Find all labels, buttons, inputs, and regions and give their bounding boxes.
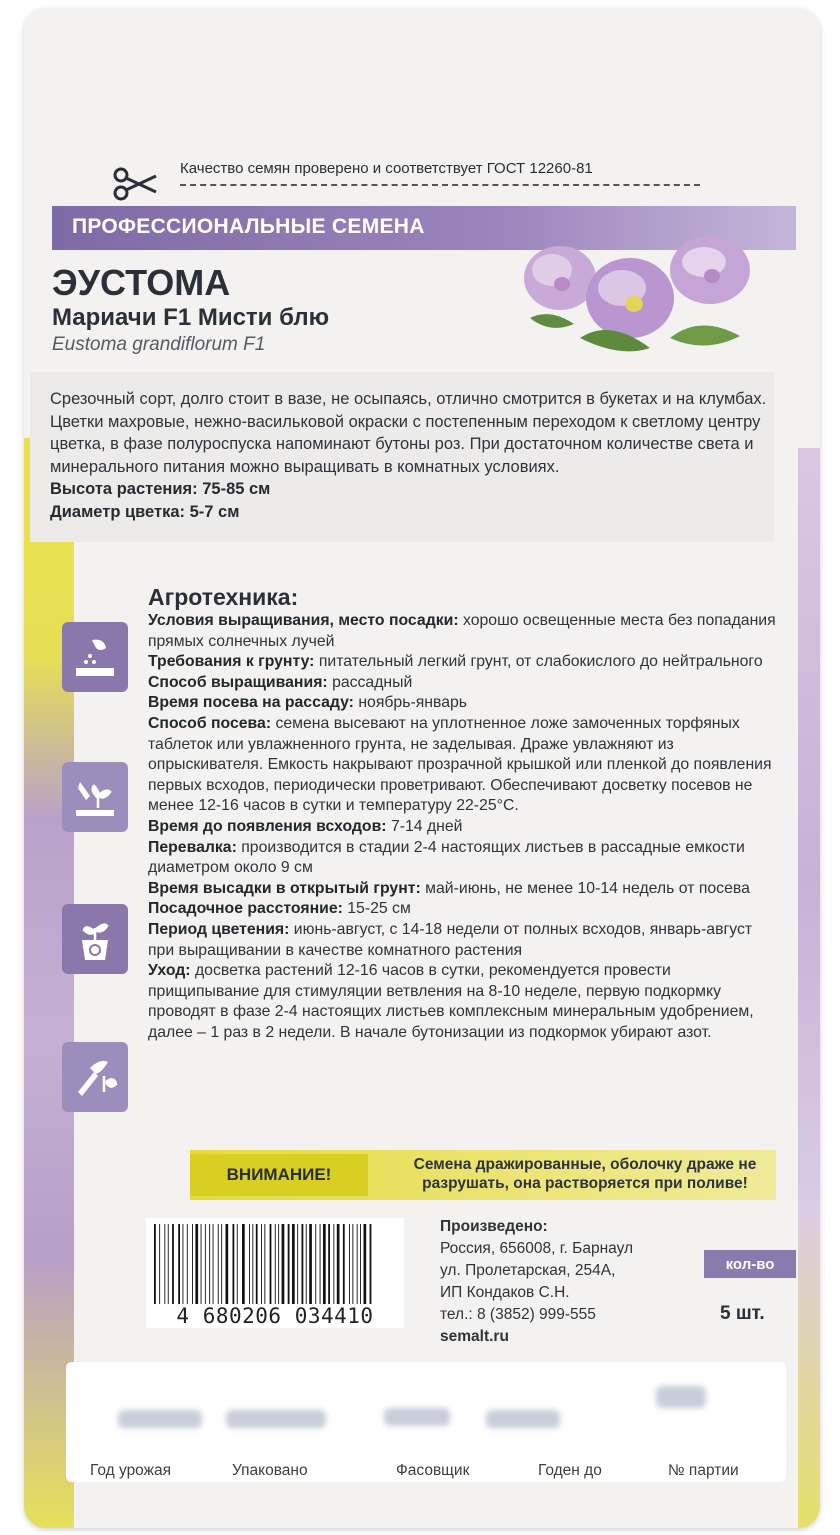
agro-text: производится в стадии 2-4 настоящих листьев в рассадные емкости диаметром около 9 см	[148, 838, 745, 877]
agro-text: 7-14 дней	[390, 817, 463, 835]
barcode-bar	[233, 1224, 235, 1304]
barcode-bar	[309, 1224, 312, 1304]
barcode-bar	[264, 1224, 265, 1304]
banner-text: ПРОФЕССИОНАЛЬНЫЕ СЕМЕНА	[72, 215, 425, 238]
list-item	[148, 838, 778, 879]
blurred-stamp	[226, 1410, 326, 1428]
barcode-bar	[278, 1224, 279, 1304]
agro-text: ноябрь-январь	[358, 694, 467, 712]
seed-planting-icon	[70, 632, 120, 682]
barcode-bar	[209, 1224, 210, 1304]
barcode-bar	[159, 1224, 160, 1304]
barcode-bar	[178, 1224, 180, 1304]
barcode-bar	[261, 1224, 262, 1304]
barcode-bar	[256, 1224, 258, 1304]
agro-text: питательный легкий грунт, от слабокислого до нейтрального	[318, 653, 763, 671]
spec-diameter-label: Диаметр цветка:	[50, 502, 186, 521]
footer-packed: Упаковано	[232, 1462, 308, 1479]
list-item	[148, 899, 778, 920]
agro-label: Посадочное расстояние:	[148, 900, 343, 918]
barcode-bar	[183, 1224, 184, 1304]
seedling-pot-icon	[70, 914, 120, 964]
producer-heading: Произведено:	[440, 1218, 548, 1235]
barcode-bar	[270, 1224, 272, 1304]
barcode-bar	[364, 1224, 367, 1304]
icon-tile-sowing	[62, 762, 128, 832]
barcode-bar	[252, 1224, 253, 1304]
barcode-bar	[168, 1224, 169, 1304]
barcode-bar	[213, 1224, 214, 1304]
agro-list	[148, 611, 778, 1043]
barcode-bar	[349, 1224, 350, 1304]
barcode-bar	[370, 1224, 372, 1304]
barcode-bar	[205, 1224, 206, 1304]
producer-line: Россия, 656008, г. Барнаул	[440, 1240, 634, 1257]
barcode-bar	[195, 1224, 198, 1304]
list-item	[148, 611, 778, 652]
barcode-number: 4 680206 034410	[152, 1304, 398, 1328]
producer-site: semalt.ru	[440, 1328, 509, 1345]
packet-edge-right	[798, 448, 820, 1528]
barcode-bar	[343, 1224, 345, 1304]
barcode-bar	[242, 1224, 245, 1304]
product-title: ЭУСТОМА	[52, 262, 231, 303]
barcode-bar	[226, 1224, 229, 1304]
agro-label: Способ выращивания:	[148, 673, 328, 691]
barcode-bar	[275, 1224, 276, 1304]
barcode-bar	[282, 1224, 285, 1304]
footer-packer: Фасовщик	[396, 1462, 470, 1479]
spec-height	[50, 478, 775, 501]
footer-harvest-year: Год урожая	[90, 1462, 172, 1479]
blurred-stamp	[118, 1410, 202, 1428]
spec-height-label: Высота растения:	[50, 480, 198, 498]
agro-heading: Агротехника:	[148, 584, 299, 610]
barcode-bar	[237, 1224, 238, 1304]
agro-text: семена высевают на уплотненное ложе замоченных торфяных таблеток или увлажненного грунта, не заделывая. Драже увлажняют из опрыскивателя. Емкость накрывают прозрачной крышкой или пленкой до появления первых всходов, периодически проветривают. Обеспечивают досветку посевов не менее 12-16 часов в сутки и температуру 22-25°С.	[148, 714, 772, 815]
quality-note: Качество семян проверено и соответствует ГОСТ 12260-81	[180, 160, 700, 186]
agro-text: рассадный	[332, 673, 413, 691]
barcode-bar	[360, 1224, 361, 1304]
barcode-bar	[302, 1224, 304, 1304]
flower-illustration	[500, 218, 800, 368]
barcode-bar	[297, 1224, 298, 1304]
description	[50, 388, 775, 523]
list-item	[148, 673, 778, 694]
product-variety: Мариачи F1 Мисти блю	[52, 304, 330, 331]
barcode-bar	[357, 1224, 358, 1304]
agro-label: Время до появления всходов:	[148, 817, 387, 835]
agro-label: Время посева на рассаду:	[148, 694, 354, 712]
barcode-bar	[315, 1224, 316, 1304]
warning-label: ВНИМАНИЕ!	[190, 1154, 368, 1196]
barcode-bar	[323, 1224, 326, 1304]
producer-line: ИП Кондаков С.Н.	[440, 1284, 570, 1301]
agro-text: досветка растений 12-16 часов в сутки, рекомендуется провести прищипывание для стимуляции ветвления на 8-10 неделе, первую подкормку проводят в фазе 2-4 настоящих листьев комплексным минеральным удобрением, далее – 1 раз в 2 недели. В начале бутонизации из подкормок убирают азот.	[148, 962, 754, 1041]
barcode-bar	[333, 1224, 334, 1304]
barcode-bar	[352, 1224, 353, 1304]
sowing-scoop-icon	[70, 772, 120, 822]
spec-diameter-value: 5-7 см	[189, 502, 240, 521]
agro-text: 15-25 см	[347, 900, 411, 918]
barcode-bar	[320, 1224, 321, 1304]
barcode-bar	[292, 1224, 295, 1304]
list-item	[148, 693, 778, 714]
barcode-bar	[249, 1224, 250, 1304]
producer-info	[440, 1216, 633, 1348]
producer-line: тел.: 8 (3852) 999-555	[440, 1306, 596, 1323]
barcode-bar	[192, 1224, 193, 1304]
agro-label: Способ посева:	[148, 714, 272, 732]
list-item	[148, 961, 778, 1043]
barcode-bar	[172, 1224, 174, 1304]
barcode-bar	[164, 1224, 165, 1304]
barcode-bar	[218, 1224, 219, 1304]
footer-batch: № партии	[668, 1462, 739, 1479]
barcode-bar	[221, 1224, 222, 1304]
icon-tile-care	[62, 1042, 128, 1112]
barcode-bar	[201, 1224, 202, 1304]
producer-line: ул. Пролетарская, 254А,	[440, 1262, 616, 1279]
barcode-bar	[288, 1224, 290, 1304]
list-item	[148, 879, 778, 900]
barcode-bar	[187, 1224, 188, 1304]
agro-label: Уход:	[148, 962, 191, 980]
agro-label: Требования к грунту:	[148, 653, 315, 671]
agro-label: Перевалка:	[148, 838, 237, 856]
agro-label: Период цветения:	[148, 920, 290, 938]
barcode-bar	[306, 1224, 307, 1304]
warning-text: Семена дражированные, оболочку драже не разрушать, она растворяется при поливе!	[413, 1156, 757, 1192]
agro-label: Условия выращивания, место посадки:	[148, 612, 459, 629]
icon-tile-seedling	[62, 904, 128, 974]
agro-text: май-июнь, не менее 10-14 недель от посева	[425, 879, 750, 897]
agro-label: Время высадки в открытый грунт:	[148, 879, 421, 897]
barcode-bar	[337, 1224, 340, 1304]
description-text: Срезочный сорт, долго стоит в вазе, не осыпаясь, отлично смотрится в букетах и на клумбах. Цветки махровые, нежно-васильковой окраски с постепенным переходом к светлому центру цветка, в фазе полуроспуска напоминают бутоны роз. При достаточном количестве света и минерального питания можно выращивать в комнатных условиях.	[50, 390, 767, 476]
latin-name: Eustoma grandiflorum F1	[52, 334, 266, 355]
blurred-stamp	[384, 1408, 450, 1426]
blurred-stamp	[486, 1410, 560, 1428]
list-item	[148, 652, 778, 673]
agro-text: июнь-август, с 14-18 недели от полных всходов, январь-август при выращивании в качестве комнатного растения	[148, 920, 753, 959]
quantity-value: 5 шт.	[720, 1303, 765, 1324]
icon-tile-planting	[62, 622, 128, 692]
list-item	[148, 714, 778, 817]
spec-diameter	[50, 501, 775, 524]
footer-expiry: Годен до	[538, 1462, 602, 1479]
blurred-stamp	[656, 1386, 706, 1408]
barcode-bar	[328, 1224, 330, 1304]
quantity-label: кол-во	[704, 1250, 796, 1278]
barcode-bar	[154, 1224, 156, 1304]
pruning-shears-icon	[70, 1052, 120, 1102]
agro-text: хорошо освещенные места без попадания прямых солнечных лучей	[148, 612, 776, 650]
list-item	[148, 817, 778, 838]
spec-height-value: 75-85 см	[202, 480, 271, 498]
list-item	[148, 920, 778, 961]
scissors-icon	[112, 166, 160, 202]
